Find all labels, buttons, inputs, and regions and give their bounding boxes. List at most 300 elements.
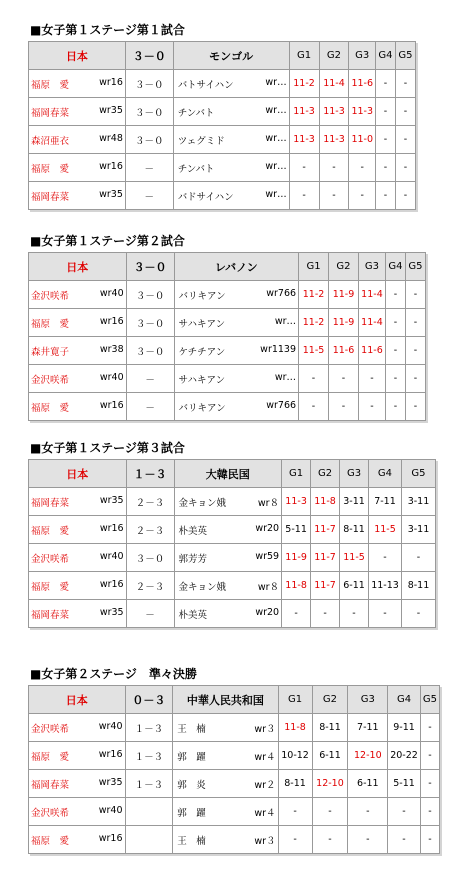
section-title: ■女子第１ステージ第３試合 xyxy=(30,441,185,455)
game-score-g4: - xyxy=(385,281,405,309)
game-header-g1: G1 xyxy=(299,253,329,281)
game-score-g1: 11-2 xyxy=(299,309,329,337)
opponent-name: ケチチアン xyxy=(178,346,226,358)
game-header-g1: G1 xyxy=(289,42,319,70)
section-stage1-match2 xyxy=(28,233,426,421)
game-score-g5: - xyxy=(405,365,425,393)
japan-player-cell xyxy=(29,826,126,854)
game-score-g5: - xyxy=(395,70,415,98)
section-title: ■女子第１ステージ第２試合 xyxy=(30,234,185,248)
game-score-g4: - xyxy=(385,309,405,337)
game-score-g3: - xyxy=(349,154,376,182)
opponent-name: 朴美英 xyxy=(178,609,208,621)
game-score-g3: 11-4 xyxy=(358,281,385,309)
japan-player-cell xyxy=(29,798,126,826)
game-score-g4: - xyxy=(376,70,396,98)
game-header-g2: G2 xyxy=(311,460,340,488)
game-score-g2: - xyxy=(329,393,359,421)
game-score-g1: 10-12 xyxy=(278,742,312,770)
team-score: ３－０ xyxy=(126,253,174,281)
player-name[interactable]: 金沢咲希 xyxy=(31,723,70,735)
japan-player-cell xyxy=(29,572,127,600)
game-header-g2: G2 xyxy=(319,42,349,70)
section-title: ■女子第１ステージ第１試合 xyxy=(30,23,185,37)
opponent-name: 金キョン娥 xyxy=(178,581,227,593)
match-score: １－３ xyxy=(125,742,173,770)
game-header-g3: G3 xyxy=(348,686,388,714)
game-score-g5: - xyxy=(401,544,435,572)
opponent-name: バリキアン xyxy=(178,290,226,302)
match-table xyxy=(28,459,436,628)
player-name[interactable]: 福岡春菜 xyxy=(31,779,70,791)
match-row xyxy=(29,714,440,742)
japan-player-cell xyxy=(29,70,126,98)
game-header-g5: G5 xyxy=(395,42,415,70)
player-rank: wr38 xyxy=(99,343,124,355)
opponent-player-cell xyxy=(174,281,299,309)
game-score-g1: - xyxy=(299,393,329,421)
game-header-g4: G4 xyxy=(369,460,402,488)
game-score-g5: - xyxy=(395,126,415,154)
match-row xyxy=(29,365,426,393)
header-row xyxy=(29,42,416,70)
game-score-g1: 11-3 xyxy=(289,126,319,154)
game-score-g3: 11-0 xyxy=(349,126,376,154)
opponent-rank: wr… xyxy=(265,160,287,172)
match-score xyxy=(125,798,173,826)
japan-player-cell xyxy=(29,393,127,421)
match-row xyxy=(29,309,426,337)
game-score-g3: - xyxy=(348,798,388,826)
game-header-g4: G4 xyxy=(385,253,405,281)
opponent-player-cell xyxy=(173,826,278,854)
game-score-g3: 11-6 xyxy=(358,337,385,365)
match-table xyxy=(28,252,426,421)
japan-player-cell xyxy=(29,770,126,798)
opponent-player-cell xyxy=(174,393,299,421)
game-score-g1: - xyxy=(289,154,319,182)
game-score-g1: 11-8 xyxy=(282,572,311,600)
game-score-g2: - xyxy=(311,600,340,628)
game-score-g1: 11-3 xyxy=(282,488,311,516)
player-name[interactable]: 福原 愛 xyxy=(31,751,70,763)
player-rank: wr40 xyxy=(98,720,123,732)
game-score-g5: - xyxy=(405,309,425,337)
player-name[interactable]: 福原 愛 xyxy=(31,402,70,414)
game-score-g5: 8-11 xyxy=(401,572,435,600)
game-score-g5: - xyxy=(405,393,425,421)
game-header-g3: G3 xyxy=(349,42,376,70)
game-score-g5: - xyxy=(420,714,439,742)
opponent-player-cell xyxy=(174,516,282,544)
player-rank: wr40 xyxy=(98,804,123,816)
opponent-rank: wr20 xyxy=(255,522,280,534)
game-score-g4: - xyxy=(376,98,396,126)
opponent-rank: wr８ xyxy=(257,497,280,509)
game-score-g2: 12-10 xyxy=(312,770,348,798)
player-rank: wr16 xyxy=(99,522,124,534)
opponent-rank: wr２ xyxy=(254,779,276,791)
home-team-name: 日本 xyxy=(29,460,127,488)
game-header-g5: G5 xyxy=(420,686,439,714)
game-header-g4: G4 xyxy=(388,686,421,714)
game-score-g2: 11-7 xyxy=(311,516,340,544)
game-score-g3: 11-6 xyxy=(349,70,376,98)
game-score-g3: - xyxy=(358,393,385,421)
header-row xyxy=(29,460,436,488)
game-score-g1: - xyxy=(282,600,311,628)
player-rank: wr40 xyxy=(99,550,124,562)
opponent-team-name: レバノン xyxy=(174,253,299,281)
match-score: ３－０ xyxy=(125,98,173,126)
match-row xyxy=(29,154,416,182)
match-row xyxy=(29,826,440,854)
opponent-player-cell xyxy=(173,182,289,210)
match-row xyxy=(29,98,416,126)
game-header-g2: G2 xyxy=(329,253,359,281)
game-score-g3: - xyxy=(349,182,376,210)
opponent-player-cell xyxy=(173,70,289,98)
game-score-g4: - xyxy=(376,154,396,182)
game-score-g1: - xyxy=(299,365,329,393)
game-score-g1: - xyxy=(278,826,312,854)
opponent-player-cell xyxy=(174,544,282,572)
match-row xyxy=(29,600,436,628)
game-score-g4: 20-22 xyxy=(388,742,421,770)
section-stage1-match3 xyxy=(28,440,436,628)
game-score-g5: - xyxy=(395,98,415,126)
game-score-g4: 11-5 xyxy=(369,516,402,544)
japan-player-cell xyxy=(29,281,127,309)
match-table xyxy=(28,41,416,210)
game-score-g2: 11-4 xyxy=(319,70,349,98)
player-name[interactable]: 森井寛子 xyxy=(31,346,70,358)
team-score: ０－３ xyxy=(125,686,173,714)
game-score-g1: 11-5 xyxy=(299,337,329,365)
game-score-g3: - xyxy=(358,365,385,393)
opponent-rank: wr20 xyxy=(255,606,280,618)
team-score: １－３ xyxy=(126,460,174,488)
game-header-g3: G3 xyxy=(340,460,369,488)
match-score: ３－０ xyxy=(126,281,174,309)
section-stage1-match1 xyxy=(28,22,416,210)
game-score-g2: 11-3 xyxy=(319,98,349,126)
opponent-name: サハキアン xyxy=(178,374,226,386)
opponent-name: 金キョン娥 xyxy=(178,497,227,509)
match-row xyxy=(29,337,426,365)
match-score: ３－０ xyxy=(125,126,173,154)
opponent-rank: wr… xyxy=(265,76,287,88)
match-row xyxy=(29,572,436,600)
game-score-g4: - xyxy=(388,826,421,854)
game-score-g5: - xyxy=(395,182,415,210)
match-row xyxy=(29,516,436,544)
opponent-player-cell xyxy=(174,600,282,628)
japan-player-cell xyxy=(29,337,127,365)
opponent-name: 王 楠 xyxy=(177,723,206,735)
game-score-g2: - xyxy=(312,798,348,826)
player-name[interactable]: 福岡春菜 xyxy=(31,497,70,509)
japan-player-cell xyxy=(29,714,126,742)
game-score-g2: 8-11 xyxy=(312,714,348,742)
opponent-rank: wr４ xyxy=(254,807,276,819)
game-score-g3: 11-4 xyxy=(358,309,385,337)
opponent-name: 郭芳芳 xyxy=(178,553,208,565)
game-score-g5: - xyxy=(420,798,439,826)
game-score-g1: 11-2 xyxy=(299,281,329,309)
player-rank: wr35 xyxy=(99,104,123,116)
opponent-name: チンバト xyxy=(177,107,215,119)
game-header-g5: G5 xyxy=(405,253,425,281)
match-row xyxy=(29,488,436,516)
game-score-g5: 3-11 xyxy=(401,516,435,544)
player-rank: wr16 xyxy=(98,748,123,760)
game-score-g2: 11-9 xyxy=(329,281,359,309)
match-row xyxy=(29,770,440,798)
game-score-g3: - xyxy=(348,826,388,854)
player-rank: wr40 xyxy=(99,371,124,383)
game-score-g4: - xyxy=(376,182,396,210)
game-score-g2: - xyxy=(319,182,349,210)
game-score-g5: - xyxy=(420,826,439,854)
opponent-player-cell xyxy=(173,98,289,126)
match-row xyxy=(29,182,416,210)
opponent-player-cell xyxy=(174,488,282,516)
match-score: － xyxy=(126,365,174,393)
home-team-name: 日本 xyxy=(29,42,126,70)
japan-player-cell xyxy=(29,365,127,393)
match-score: ３－０ xyxy=(126,309,174,337)
japan-player-cell xyxy=(29,154,126,182)
game-score-g2: 11-3 xyxy=(319,126,349,154)
game-score-g5: - xyxy=(420,742,439,770)
game-score-g4: - xyxy=(385,365,405,393)
japan-player-cell xyxy=(29,488,127,516)
opponent-rank: wr… xyxy=(265,188,287,200)
match-score: － xyxy=(125,182,173,210)
player-rank: wr16 xyxy=(99,578,124,590)
home-team-name: 日本 xyxy=(29,686,126,714)
opponent-team-name: モンゴル xyxy=(173,42,289,70)
game-score-g2: 11-7 xyxy=(311,572,340,600)
player-name[interactable]: 福原 愛 xyxy=(31,581,70,593)
player-name[interactable]: 福原 愛 xyxy=(31,79,70,91)
game-score-g1: 8-11 xyxy=(278,770,312,798)
game-header-g1: G1 xyxy=(282,460,311,488)
match-row xyxy=(29,70,416,98)
match-row xyxy=(29,126,416,154)
opponent-name: バドサイハン xyxy=(177,191,234,203)
opponent-name: 郭 躍 xyxy=(177,807,206,819)
opponent-name: チンバト xyxy=(177,163,215,175)
game-score-g3: 6-11 xyxy=(340,572,369,600)
player-rank: wr35 xyxy=(99,188,123,200)
opponent-rank: wr８ xyxy=(257,581,280,593)
game-header-g5: G5 xyxy=(401,460,435,488)
opponent-rank: wr… xyxy=(265,132,287,144)
game-score-g4: 5-11 xyxy=(388,770,421,798)
japan-player-cell xyxy=(29,516,127,544)
opponent-rank: wr1139 xyxy=(260,343,297,355)
opponent-name: バリキアン xyxy=(178,402,226,414)
game-score-g3: 7-11 xyxy=(348,714,388,742)
match-row xyxy=(29,742,440,770)
match-score: － xyxy=(126,600,174,628)
game-score-g3: 11-5 xyxy=(340,544,369,572)
opponent-name: ツェグミド xyxy=(177,135,225,147)
japan-player-cell xyxy=(29,544,127,572)
opponent-player-cell xyxy=(173,770,278,798)
match-score: ３－０ xyxy=(126,337,174,365)
game-score-g2: 6-11 xyxy=(312,742,348,770)
match-row xyxy=(29,281,426,309)
game-score-g1: 11-3 xyxy=(289,98,319,126)
opponent-name: 郭 炎 xyxy=(177,779,206,791)
game-score-g2: 11-8 xyxy=(311,488,340,516)
player-rank: wr16 xyxy=(99,315,124,327)
game-score-g2: 11-7 xyxy=(311,544,340,572)
player-rank: wr40 xyxy=(99,287,124,299)
opponent-team-name: 大韓民国 xyxy=(174,460,282,488)
japan-player-cell xyxy=(29,600,127,628)
header-row xyxy=(29,686,440,714)
player-rank: wr16 xyxy=(98,832,123,844)
game-score-g2: - xyxy=(319,154,349,182)
opponent-rank: wr… xyxy=(274,371,297,383)
opponent-team-name: 中華人民共和国 xyxy=(173,686,278,714)
match-score: － xyxy=(125,154,173,182)
player-name[interactable]: 福原 愛 xyxy=(31,835,70,847)
match-score: － xyxy=(126,393,174,421)
game-score-g1: 11-8 xyxy=(278,714,312,742)
game-score-g4: - xyxy=(369,600,402,628)
opponent-name: 王 楠 xyxy=(177,835,206,847)
game-header-g4: G4 xyxy=(376,42,396,70)
player-name[interactable]: 福原 愛 xyxy=(31,318,70,330)
match-score: ２－３ xyxy=(126,488,174,516)
game-score-g1: - xyxy=(289,182,319,210)
match-score xyxy=(125,826,173,854)
opponent-player-cell xyxy=(173,798,278,826)
opponent-name: バトサイハン xyxy=(177,79,234,91)
game-score-g4: - xyxy=(376,126,396,154)
game-score-g4: - xyxy=(388,798,421,826)
game-score-g1: 11-2 xyxy=(289,70,319,98)
section-stage2-quarterfinal xyxy=(28,666,440,854)
game-score-g2: - xyxy=(312,826,348,854)
team-score: ３－０ xyxy=(125,42,173,70)
player-name[interactable]: 福岡春菜 xyxy=(31,191,70,203)
japan-player-cell xyxy=(29,98,126,126)
opponent-rank: wr… xyxy=(274,315,297,327)
opponent-player-cell xyxy=(173,126,289,154)
game-score-g2: 11-9 xyxy=(329,309,359,337)
match-row xyxy=(29,798,440,826)
match-score: ２－３ xyxy=(126,516,174,544)
opponent-rank: wr４ xyxy=(254,751,276,763)
opponent-rank: wr３ xyxy=(254,835,276,847)
game-score-g5: - xyxy=(401,600,435,628)
game-score-g5: 3-11 xyxy=(401,488,435,516)
player-name[interactable]: 福原 愛 xyxy=(31,163,70,175)
opponent-name: 郭 躍 xyxy=(177,751,206,763)
match-score: １－３ xyxy=(125,714,173,742)
opponent-player-cell xyxy=(173,154,289,182)
player-rank: wr35 xyxy=(98,776,123,788)
opponent-rank: wr766 xyxy=(266,399,297,411)
game-score-g3: 3-11 xyxy=(340,488,369,516)
game-score-g3: 8-11 xyxy=(340,516,369,544)
opponent-rank: wr… xyxy=(265,104,287,116)
game-score-g2: 11-6 xyxy=(329,337,359,365)
japan-player-cell xyxy=(29,126,126,154)
section-title: ■女子第２ステージ 準々決勝 xyxy=(30,667,197,681)
game-score-g1: 5-11 xyxy=(282,516,311,544)
game-score-g5: - xyxy=(420,770,439,798)
player-name[interactable]: 金沢咲希 xyxy=(31,374,70,386)
player-name[interactable]: 福原 愛 xyxy=(31,525,70,537)
match-score: ３－０ xyxy=(125,70,173,98)
match-table xyxy=(28,685,440,854)
player-rank: wr16 xyxy=(99,76,123,88)
opponent-rank: wr３ xyxy=(254,723,276,735)
player-rank: wr48 xyxy=(99,132,123,144)
player-rank: wr35 xyxy=(99,494,124,506)
game-score-g4: 9-11 xyxy=(388,714,421,742)
opponent-player-cell xyxy=(173,714,278,742)
opponent-name: 朴美英 xyxy=(178,525,208,537)
game-score-g5: - xyxy=(405,281,425,309)
game-header-g1: G1 xyxy=(278,686,312,714)
game-score-g3: - xyxy=(340,600,369,628)
game-score-g2: - xyxy=(329,365,359,393)
match-row xyxy=(29,544,436,572)
game-score-g1: 11-9 xyxy=(282,544,311,572)
opponent-player-cell xyxy=(174,309,299,337)
opponent-rank: wr59 xyxy=(255,550,280,562)
japan-player-cell xyxy=(29,182,126,210)
player-rank: wr35 xyxy=(99,606,124,618)
match-score: １－３ xyxy=(125,770,173,798)
player-name[interactable]: 福岡春菜 xyxy=(31,609,70,621)
match-score: ３－０ xyxy=(126,544,174,572)
opponent-player-cell xyxy=(174,572,282,600)
player-rank: wr16 xyxy=(99,399,124,411)
player-name[interactable]: 金沢咲希 xyxy=(31,553,70,565)
game-score-g3: 6-11 xyxy=(348,770,388,798)
game-score-g3: 12-10 xyxy=(348,742,388,770)
match-row xyxy=(29,393,426,421)
player-name[interactable]: 金沢咲希 xyxy=(31,807,70,819)
player-name[interactable]: 金沢咲希 xyxy=(31,290,70,302)
home-team-name: 日本 xyxy=(29,253,127,281)
opponent-player-cell xyxy=(174,365,299,393)
opponent-player-cell xyxy=(173,742,278,770)
player-name[interactable]: 森沼亜衣 xyxy=(31,135,70,147)
game-score-g3: 11-3 xyxy=(349,98,376,126)
game-score-g5: - xyxy=(405,337,425,365)
game-score-g4: 7-11 xyxy=(369,488,402,516)
japan-player-cell xyxy=(29,742,126,770)
opponent-player-cell xyxy=(174,337,299,365)
game-score-g4: - xyxy=(385,337,405,365)
match-score: ２－３ xyxy=(126,572,174,600)
player-name[interactable]: 福岡春菜 xyxy=(31,107,70,119)
japan-player-cell xyxy=(29,309,127,337)
header-row xyxy=(29,253,426,281)
opponent-rank: wr766 xyxy=(266,287,297,299)
game-score-g4: - xyxy=(369,544,402,572)
